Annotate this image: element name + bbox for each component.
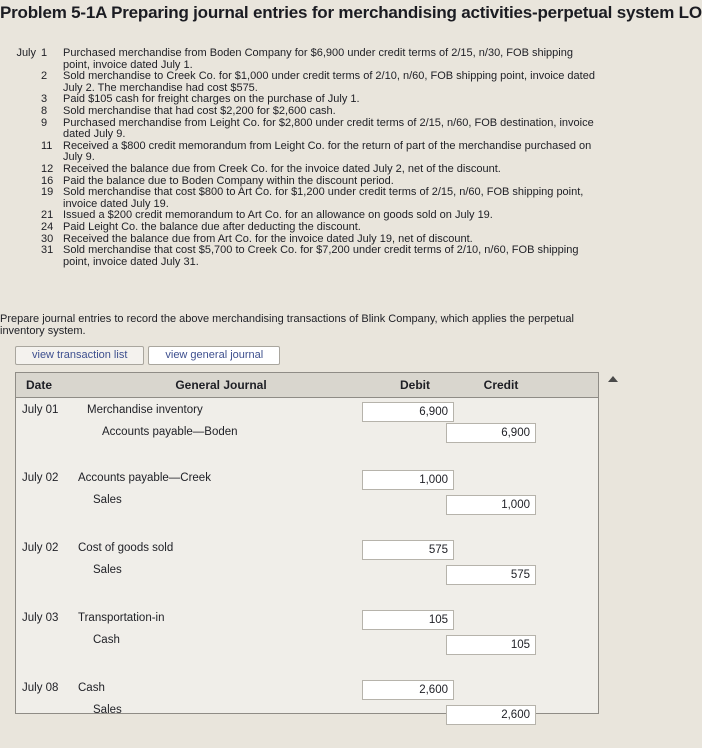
debit-line (16, 678, 598, 700)
transaction-item (0, 141, 600, 164)
journal-entry (16, 398, 598, 468)
debit-line (16, 538, 598, 560)
credit-account[interactable]: Sales (93, 494, 122, 506)
transaction-day: 21 (41, 209, 54, 222)
credit-line (16, 422, 598, 444)
transaction-day: 24 (41, 220, 54, 233)
debit-line (16, 608, 598, 630)
credit-column-header: Credit (483, 378, 519, 392)
journal-entry (16, 468, 598, 538)
entry-date[interactable]: July 02 (22, 472, 59, 484)
transaction-day: 12 (41, 162, 54, 175)
transaction-text: Sold merchandise that cost $5,700 to Creek Co. for $7,200 under credit terms of 2/10, n/60, FOB shipping point, invoice dated July 31. (63, 244, 579, 268)
debit-account[interactable]: Cash (78, 682, 105, 694)
transaction-day: 2 (41, 70, 48, 83)
transaction-item (0, 187, 600, 210)
view-transaction-list-button[interactable]: view transaction list (15, 346, 144, 365)
general-journal-table (15, 372, 599, 721)
transaction-day: 3 (41, 93, 48, 106)
account-column-header: General Journal (175, 378, 267, 392)
debit-column-header: Debit (400, 378, 430, 392)
transaction-text: Received the balance due from Creek Co. for the invoice dated July 2, net of the discount. (63, 162, 501, 175)
date-column-header: Date (26, 378, 53, 392)
entry-date[interactable]: July 02 (22, 542, 59, 554)
transaction-day: 11 (41, 139, 53, 152)
debit-account[interactable]: Accounts payable—Creek (78, 472, 211, 484)
debit-line (16, 468, 598, 490)
transaction-item (0, 71, 600, 94)
transaction-day: 8 (41, 104, 48, 117)
credit-amount[interactable]: 105 (446, 635, 536, 655)
transaction-text: Sold merchandise that had cost $2,200 for $2,600 cash. (63, 104, 336, 117)
entry-date[interactable]: July 01 (22, 404, 59, 416)
credit-account[interactable]: Accounts payable—Boden (102, 426, 238, 438)
transaction-text: Purchased merchandise from Boden Company for $6,900 under credit terms of 2/15, n/30, FOB shipping point, invoice dated July 1. (63, 47, 573, 71)
transaction-item (0, 245, 600, 268)
debit-amount[interactable]: 2,600 (362, 680, 454, 700)
transaction-text: Paid Leight Co. the balance due after deducting the discount. (63, 220, 361, 233)
debit-amount[interactable]: 6,900 (362, 402, 454, 422)
transaction-text: Received the balance due from Art Co. for the invoice dated July 19, net of discount. (63, 232, 473, 245)
transaction-text: Issued a $200 credit memorandum to Art Co. for an allowance on goods sold on July 19. (63, 209, 493, 222)
entry-date[interactable]: July 08 (22, 682, 59, 694)
transaction-item (0, 106, 600, 118)
scroll-up-arrow-icon[interactable] (608, 376, 618, 382)
debit-account[interactable]: Merchandise inventory (87, 404, 203, 416)
transaction-month: July (16, 47, 36, 59)
transaction-day: 1 (41, 47, 48, 59)
transaction-text: Sold merchandise to Creek Co. for $1,000 under credit terms of 2/10, n/60, FOB shipping point, invoice dated July 2. The merchandise had cost $575. (63, 70, 595, 94)
credit-account[interactable]: Sales (93, 564, 122, 576)
journal-header-row (16, 373, 598, 398)
transaction-text: Paid the balance due to Boden Company within the discount period. (63, 174, 394, 187)
journal-entry (16, 608, 598, 678)
transaction-day: 31 (41, 244, 54, 257)
debit-account[interactable]: Cost of goods sold (78, 542, 174, 554)
credit-line (16, 700, 598, 722)
debit-amount[interactable]: 575 (362, 540, 454, 560)
transaction-text: Purchased merchandise from Leight Co. for $2,800 under credit terms of 2/15, n/60, FOB destination, invoice dated July 9. (63, 116, 594, 141)
transaction-day: 30 (41, 232, 54, 245)
transaction-text: Paid $105 cash for freight charges on the purchase of July 1. (63, 93, 360, 106)
problem-title: Problem 5-1A Preparing journal entries for merchandising activities-perpetual system LO (0, 3, 702, 22)
credit-amount[interactable]: 6,900 (446, 423, 536, 443)
view-tabs (15, 346, 284, 365)
instructions: Prepare journal entries to record the above merchandising transactions of Blink Company, which applies the perpetual inventory system. (0, 313, 574, 337)
transaction-item (0, 164, 600, 176)
credit-amount[interactable]: 1,000 (446, 495, 536, 515)
credit-amount[interactable]: 575 (446, 565, 536, 585)
credit-amount[interactable]: 2,600 (446, 705, 536, 725)
credit-line (16, 630, 598, 652)
credit-line (16, 490, 598, 512)
transaction-item (0, 118, 600, 141)
transaction-item (0, 48, 600, 71)
credit-account[interactable]: Cash (93, 634, 120, 646)
transaction-day: 9 (41, 116, 48, 129)
entry-date[interactable]: July 03 (22, 612, 59, 624)
debit-line (16, 400, 598, 422)
journal-entry (16, 538, 598, 608)
journal-entry (16, 678, 598, 748)
debit-amount[interactable]: 105 (362, 610, 454, 630)
transaction-text: Received a $800 credit memorandum from Leight Co. for the return of part of the merchandise purchased on July 9. (63, 139, 592, 164)
view-general-journal-button[interactable]: view general journal (148, 346, 280, 365)
transaction-day: 19 (41, 186, 54, 199)
debit-amount[interactable]: 1,000 (362, 470, 454, 490)
credit-line (16, 560, 598, 582)
transaction-item (0, 222, 600, 234)
transaction-day: 16 (41, 174, 54, 187)
transaction-text: Sold merchandise that cost $800 to Art Co. for $1,200 under credit terms of 2/15, n/60, FOB shipping point, invoice dated July 19. (63, 186, 584, 210)
transaction-list (0, 48, 600, 268)
credit-account[interactable]: Sales (93, 704, 122, 716)
debit-account[interactable]: Transportation-in (78, 612, 165, 624)
